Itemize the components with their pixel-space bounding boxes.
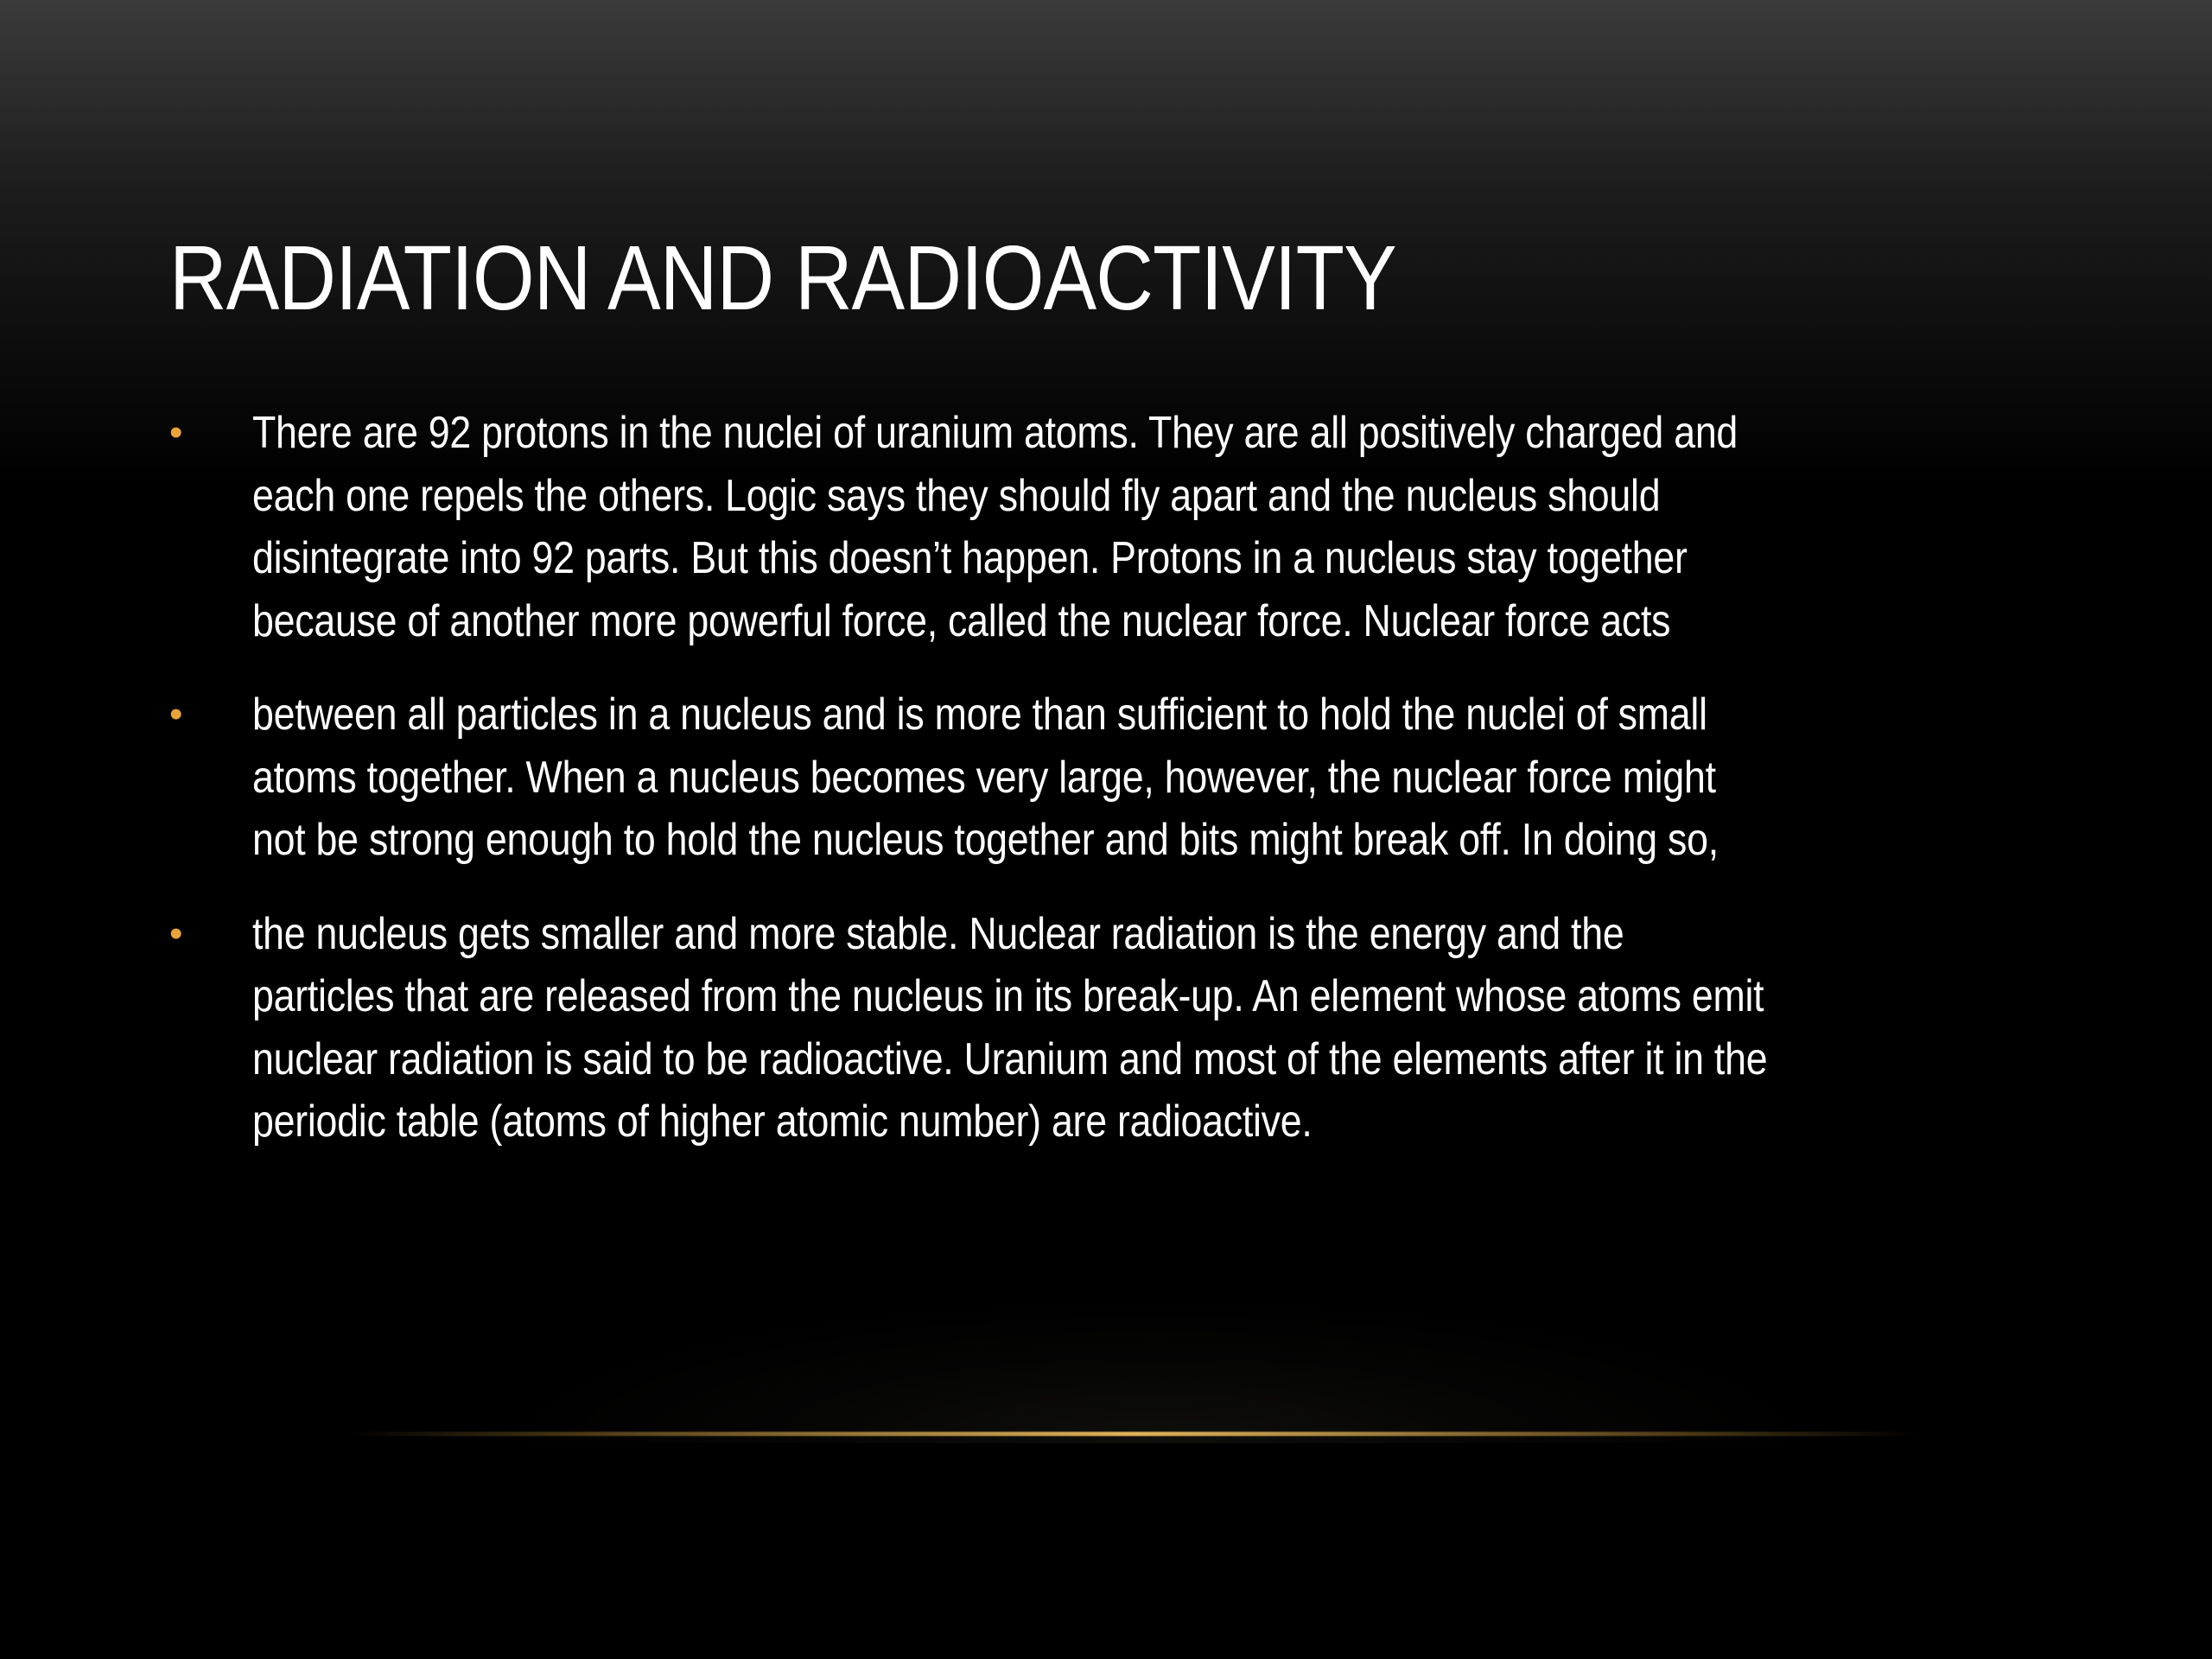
text-line: periodic table (atoms of higher atomic number) are radioactive. <box>252 1096 1313 1147</box>
text-line: disintegrate into 92 parts. But this doesn’t happen. Protons in a nucleus stay together <box>252 533 1688 583</box>
decorative-gold-line <box>346 1432 1918 1436</box>
slide-title: RADIATION AND RADIOACTIVITY <box>169 227 1396 329</box>
text-line: not be strong enough to hold the nucleus together and bits might break off. In doing so, <box>252 815 1719 865</box>
bullet-marker-icon: • <box>169 693 183 735</box>
text-line: because of another more powerful force, called the nuclear force. Nuclear force acts <box>252 595 1671 646</box>
bullet-item <box>169 683 2105 872</box>
bullet-list <box>169 402 2105 1185</box>
bullet-text <box>252 903 2105 1154</box>
text-line: particles that are released from the nucleus in its break-up. An element whose atoms emit <box>252 971 1764 1021</box>
bullet-marker-icon: • <box>169 912 183 955</box>
text-line: between all particles in a nucleus and is more than sufficient to hold the nuclei of small <box>252 690 1707 740</box>
text-line: nuclear radiation is said to be radioactive. Uranium and most of the elements after it in the <box>252 1033 1768 1084</box>
bullet-item <box>169 903 2105 1154</box>
text-line: the nucleus gets smaller and more stable. Nuclear radiation is the energy and the <box>252 908 1624 959</box>
bullet-item <box>169 402 2105 652</box>
text-line: each one repels the others. Logic says they should fly apart and the nucleus should <box>252 470 1661 521</box>
bullet-marker-icon: • <box>169 411 183 454</box>
bullet-text <box>252 402 2105 652</box>
text-line: There are 92 protons in the nuclei of uranium atoms. They are all positively charged and <box>252 408 1738 458</box>
text-line: atoms together. When a nucleus becomes very large, however, the nuclear force might <box>252 752 1716 803</box>
decorative-glow <box>484 1296 1832 1443</box>
bullet-text <box>252 683 2105 872</box>
